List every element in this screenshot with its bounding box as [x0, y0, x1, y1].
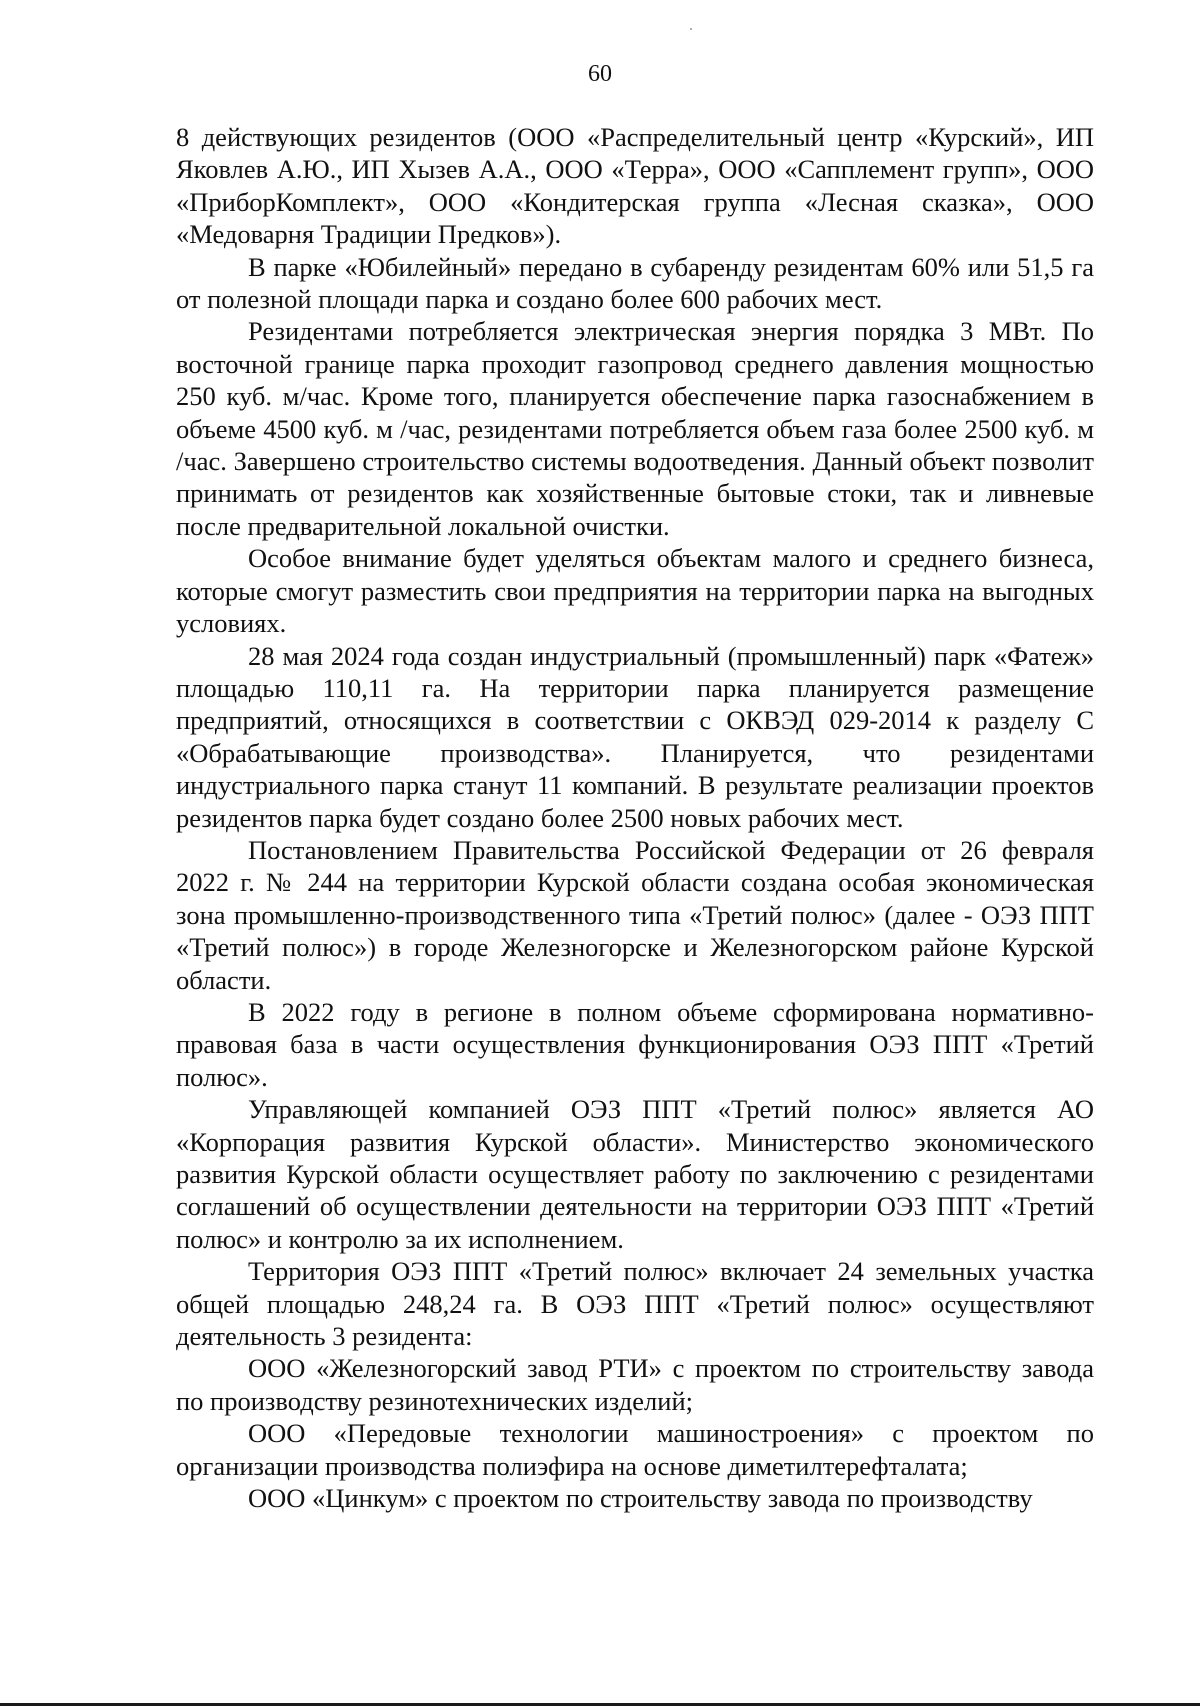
paragraph-residents-list: 8 действующих резидентов (ООО «Распределительный центр «Курский», ИП Яковлев А.Ю., ИП Хызев А.А., ООО «Терра», ООО «Сапплемент групп», ООО «ПриборКомплект», ООО «Кондитерская группа «Лесная сказка», ООО «Медоварня Традиции Предков»).: [176, 122, 1094, 250]
paragraph-resident-machinery: ООО «Передовые технологии машиностроения» с проектом по организации производства полиэфира на основе диметилтерефталата;: [176, 1418, 1094, 1481]
page-number: 60: [588, 61, 612, 87]
paragraph-small-business: Особое внимание будет уделяться объектам малого и среднего бизнеса, которые смогут разместить свои предприятия на территории парка на выгодных условиях.: [176, 543, 1094, 639]
paragraph-resident-rti: ООО «Железногорский завод РТИ» с проектом по строительству завода по производству резинотехнических изделий;: [176, 1353, 1094, 1416]
paragraph-energy-supply: Резидентами потребляется электрическая энергия порядка 3 МВт. По восточной границе парка проходит газопровод среднего давления мощностью 250 куб. м/час. Кроме того, планируется обеспечение парка газоснабжением в объеме 4500 куб. м /час, резидентами потребляется объем газа более 2500 куб. м /час. Завершено строительство системы водоотведения. Данный объект позволит принимать от резидентов как хозяйственные бытовые стоки, так и ливневые после предварительной локальной очистки.: [176, 316, 1094, 541]
paragraph-fatezh-park: 28 мая 2024 года создан индустриальный (промышленный) парк «Фатеж» площадью 110,11 га. На территории парка планируется размещение предприятий, относящихся в соответствии с ОКВЭД 029-2014 к разделу С «Обрабатывающие производства». Планируется, что резидентами индустриального парка станут 11 компаний. В результате реализации проектов резидентов парка будет создано более 2500 новых рабочих мест.: [176, 640, 1094, 833]
paragraph-legal-base: В 2022 году в регионе в полном объеме сформирована нормативно-правовая база в части осуществления функционирования ОЭЗ ППТ «Третий полюс».: [176, 996, 1094, 1092]
paragraph-jubilee-park: В парке «Юбилейный» передано в субаренду резидентам 60% или 51,5 га от полезной площади парка и создано более 600 рабочих мест.: [176, 251, 1094, 315]
document-body: [176, 121, 1094, 1514]
paragraph-management-company: Управляющей компанией ОЭЗ ППТ «Третий полюс» является АО «Корпорация развития Курской области». Министерство экономического развития Курской области осуществляет работу по заключению с резидентами соглашений об осуществлении деятельности на территории ОЭЗ ППТ «Третий полюс» и контролю за их исполнением.: [176, 1094, 1094, 1254]
paragraph-government-decree: Постановлением Правительства Российской Федерации от 26 февраля 2022 г. № 244 на территории Курской области создана особая экономическая зона промышленно-производственного типа «Третий полюс» (далее - ОЭЗ ППТ «Третий полюс») в городе Железногорске и Железногорском районе Курской области.: [176, 834, 1094, 995]
scan-speck: [690, 28, 692, 30]
paragraph-resident-zincum: ООО «Цинкум» с проектом по строительству завода по производству: [248, 1483, 1033, 1514]
paragraph-territory: Территория ОЭЗ ППТ «Третий полюс» включает 24 земельных участка общей площадью 248,24 га. В ОЭЗ ППТ «Третий полюс» осуществляют деятельность 3 резидента:: [176, 1256, 1094, 1352]
